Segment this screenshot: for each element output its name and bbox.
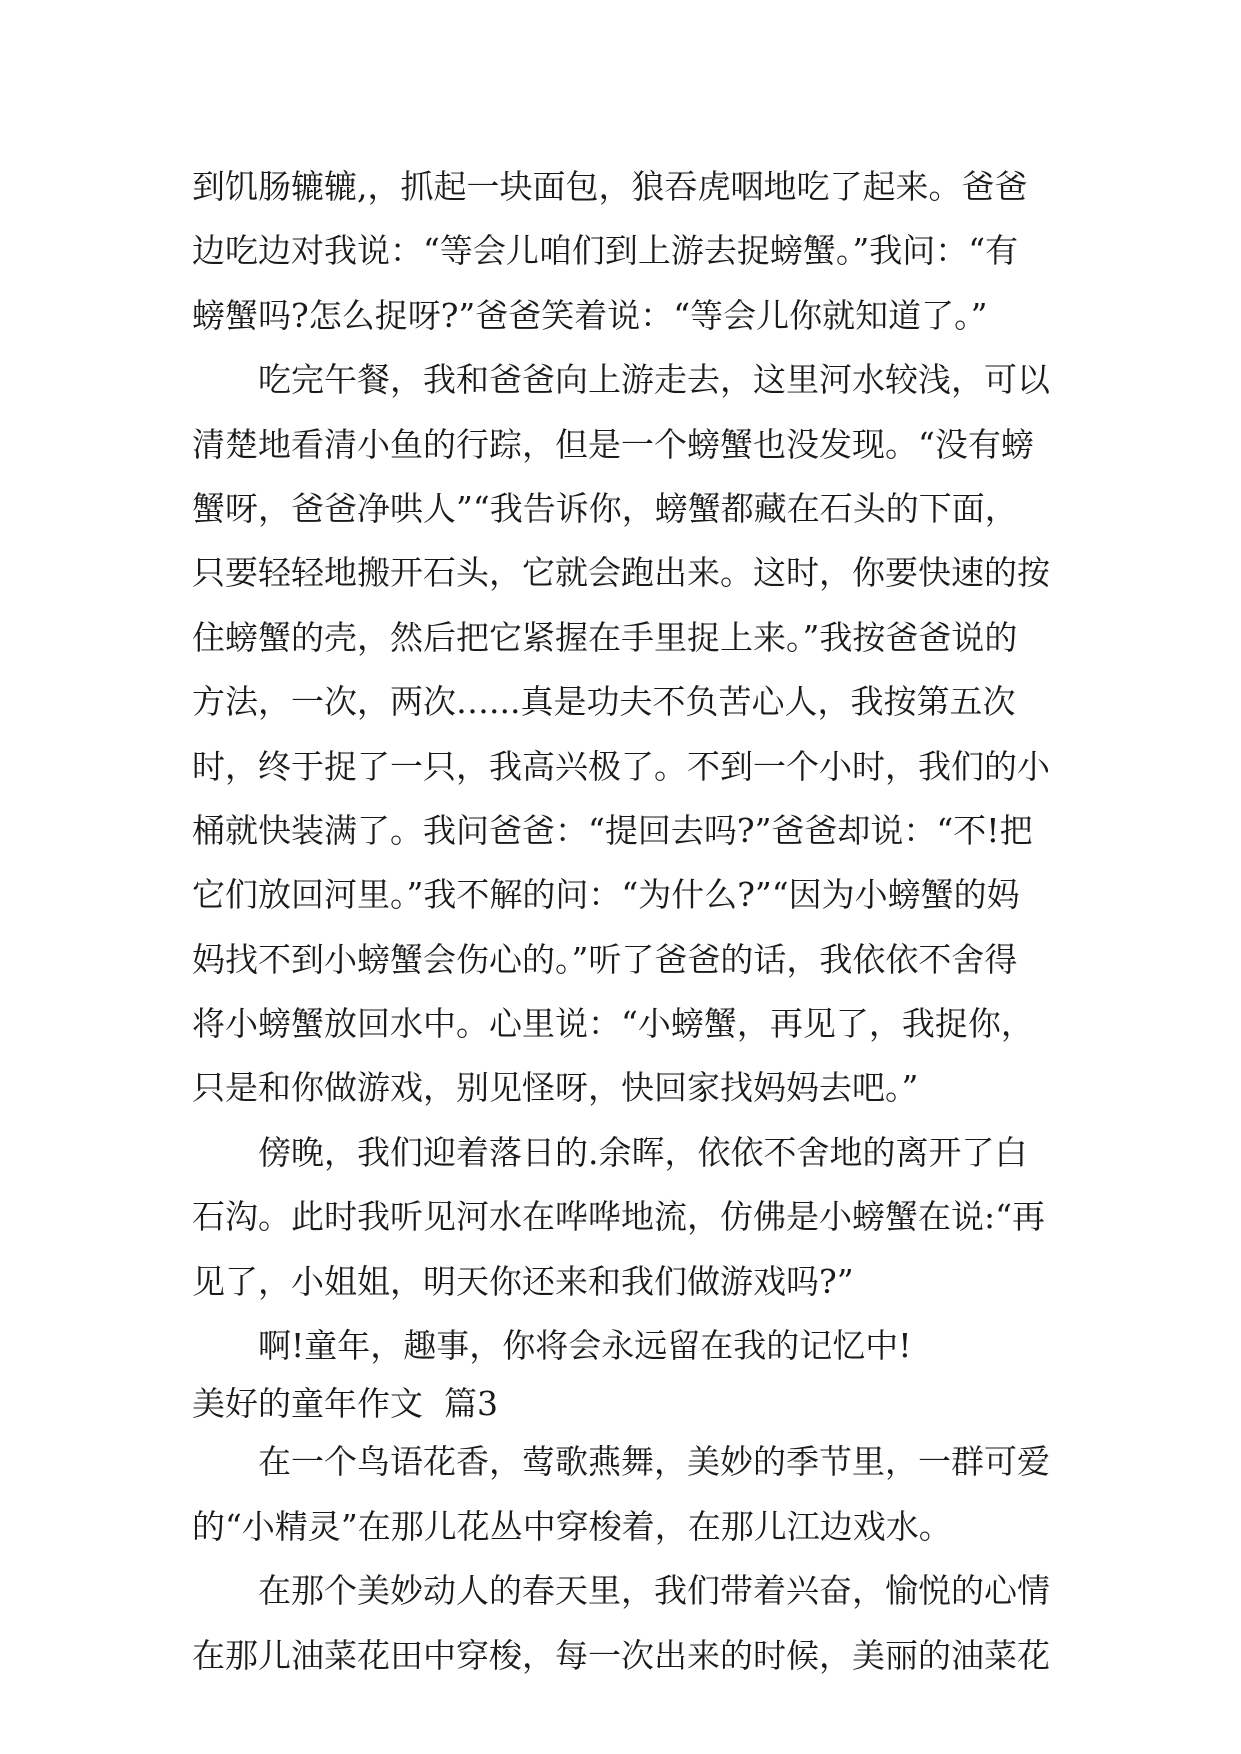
paragraph-start-line: 傍晚，我们迎着落日的.余晖，依依不舍地的离开了白: [258, 1132, 1028, 1172]
text-line: 清楚地看清小鱼的行踪，但是一个螃蟹也没发现。“没有螃: [192, 424, 1034, 464]
text-line: 蟹呀，爸爸净哄人”“我告诉你，螃蟹都藏在石头的下面，: [192, 488, 1018, 528]
text-line: 只要轻轻地搬开石头，它就会跑出来。这时，你要快速的按: [192, 553, 1050, 593]
document-body: [192, 155, 1062, 1688]
text-line: 时，终于捉了一只，我高兴极了。不到一个小时，我们的小: [192, 746, 1050, 786]
paragraph-start-line: 在一个鸟语花香，莺歌燕舞，美妙的季节里，一群可爱: [258, 1442, 1050, 1482]
text-line: 妈找不到小螃蟹会伤心的。”听了爸爸的话，我依依不舍得: [192, 939, 1018, 979]
text-line: 只是和你做游戏，别见怪呀，快回家找妈妈去吧。”: [192, 1068, 919, 1108]
text-line: 到饥肠辘辘,，抓起一块面包，狼吞虎咽地吃了起来。爸爸: [192, 167, 1028, 206]
paragraph-start-line: 啊!童年，趣事，你将会永远留在我的记忆中!: [258, 1326, 912, 1366]
text-line: 桶就快装满了。我问爸爸：“提回去吗?”爸爸却说：“不!把: [192, 810, 1033, 850]
text-line: 的“小精灵”在那儿花丛中穿梭着，在那儿江边戏水。: [192, 1506, 952, 1546]
text-line: 将小螃蟹放回水中。心里说：“小螃蟹，再见了，我捉你，: [192, 1004, 1034, 1044]
text-line: 边吃边对我说：“等会儿咱们到上游去捉螃蟹。”我问：“有: [192, 231, 1019, 271]
text-line: 见了，小姐姐，明天你还来和我们做游戏吗?”: [192, 1261, 854, 1301]
text-line: 它们放回河里。”我不解的问：“为什么?”“因为小螃蟹的妈: [192, 875, 1020, 915]
text-line: 螃蟹吗?怎么捉呀?”爸爸笑着说：“等会儿你就知道了。”: [192, 295, 988, 335]
text-line: 石沟。此时我听见河水在哗哗地流，仿佛是小螃蟹在说:“再: [192, 1197, 1045, 1237]
text-line: 住螃蟹的壳，然后把它紧握在手里捉上来。”我按爸爸说的: [192, 617, 1018, 657]
section-heading: 美好的童年作文 篇3: [192, 1384, 498, 1424]
paragraph-start-line: 在那个美妙动人的春天里，我们带着兴奋，愉悦的心情: [258, 1571, 1050, 1611]
text-line: 在那儿油菜花田中穿梭，每一次出来的时候，美丽的油菜花: [192, 1635, 1050, 1675]
paragraph-start-line: 吃完午餐，我和爸爸向上游走去，这里河水较浅，可以: [258, 360, 1050, 400]
text-line: 方法，一次，两次…...真是功夫不负苦心人，我按第五次: [192, 682, 1016, 722]
